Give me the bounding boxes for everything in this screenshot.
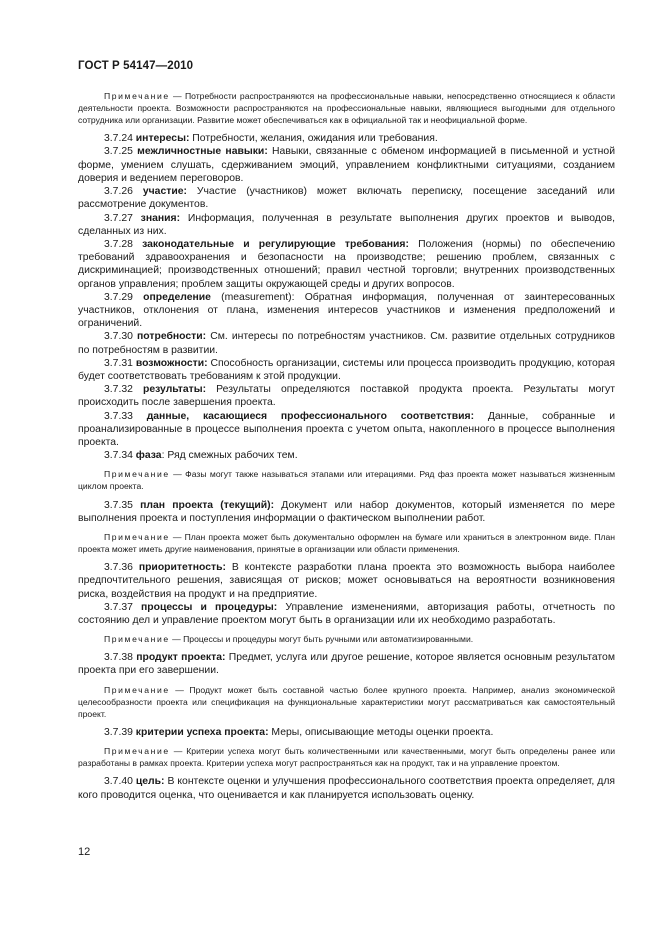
note-paragraph <box>78 531 615 555</box>
term-name: возможности: <box>135 357 208 369</box>
term-definition <box>78 561 615 601</box>
term-definition <box>78 291 615 331</box>
term-name: законодательные и регулирующие требования: <box>142 238 409 250</box>
term-text: Документ или набор документов, который изменяется по мере выполнения проекта и поступления информации о фактическом выполнении работ. <box>78 499 616 524</box>
term-number: 3.7.39 <box>104 726 133 738</box>
term-definition <box>78 726 615 739</box>
note-paragraph <box>78 90 615 126</box>
term-name: межличностные навыки: <box>137 146 268 158</box>
term-name: фаза <box>135 450 162 462</box>
note-label: Примечание <box>104 746 170 757</box>
term-name: приоритетность: <box>138 562 226 574</box>
term-text: Результаты определяются поставкой продукта проекта. Результаты могут происходить после завершения проекта. <box>78 384 615 409</box>
note-text: — Критерии успеха могут быть количественными или качественными, могут быть определены ранее или разработаны в рамках проекта. Критерии успеха могут распространяться как на продукт, так и на управление проектом. <box>78 746 615 769</box>
note-text: — Потребности распространяются на профессиональные навыки, непосредственно относящиеся к области деятельности проекта. Возможности распространяются на профессиональные навыки, являющиеся выгодными для отдельного сотрудника или организации. Развитие может обеспечиваться как в официальной так и неофициальной форме. <box>78 91 615 126</box>
term-number: 3.7.37 <box>104 601 133 613</box>
term-name: критерии успеха проекта: <box>135 726 269 738</box>
term-text: В контексте оценки и улучшения профессионального соответствия проекта определяет, для кого проводится оценка, что оценивается и как планируется использовать оценку. <box>78 776 616 801</box>
term-number: 3.7.30 <box>104 331 133 343</box>
term-name: данные, касающиеся профессионального соответствия: <box>146 410 475 422</box>
term-name: определение <box>143 291 211 303</box>
page-number: 12 <box>78 846 91 858</box>
term-number: 3.7.28 <box>104 238 133 250</box>
term-text: (measurement): Обратная информация, полученная от заинтересованных участников, отклонения от плана, изменения интересов участников и изменения предположений и ограничений. <box>78 291 616 330</box>
term-number: 3.7.33 <box>104 410 133 422</box>
term-name: цель: <box>135 776 165 788</box>
term-definition <box>78 410 615 450</box>
term-definition <box>78 499 615 525</box>
note-text: — Фазы могут также называться этапами или итерациями. Ряд фаз проекта может называться жизненным циклом проекта. <box>78 469 615 492</box>
term-definition <box>78 449 615 462</box>
term-text: Участие (участников) может включать переписку, посещение заседаний или рассмотрение документов. <box>78 186 615 211</box>
note-paragraph <box>78 468 615 492</box>
term-definition <box>78 145 615 185</box>
term-definition <box>78 238 615 291</box>
term-number: 3.7.26 <box>104 186 133 198</box>
term-name: процессы и процедуры: <box>141 601 278 613</box>
note-paragraph <box>78 745 615 769</box>
term-text: Потребности, желания, ожидания или требования. <box>189 133 438 145</box>
note-label: Примечание <box>104 91 170 101</box>
term-text: Навыки, связанные с обменом информацией в письменной и устной форме, умением слушать, сдерживанием эмоций, управлением конфликтными ситуациями, созданием доверия и ведением переговоров. <box>78 146 615 184</box>
term-number: 3.7.34 <box>104 450 133 462</box>
note-label: Примечание <box>104 531 170 542</box>
term-name: результаты: <box>143 384 207 396</box>
term-definition <box>78 775 615 801</box>
term-name: участие: <box>142 186 187 198</box>
term-number: 3.7.38 <box>104 652 133 664</box>
term-name: знания: <box>140 212 181 224</box>
term-definition <box>78 330 615 356</box>
term-definition <box>78 357 615 383</box>
term-definition <box>78 212 615 238</box>
term-text: Способность организации, системы или процесса производить продукцию, которая будет соответствовать требованиям к этой продукции. <box>78 357 616 382</box>
document-header: ГОСТ Р 54147—2010 <box>78 60 194 72</box>
term-text: См. интересы по потребностям участников. См. развитие отдельных сотрудников по потребностям в развитии. <box>78 331 615 356</box>
term-text: Меры, описывающие методы оценки проекта. <box>268 726 494 738</box>
note-text: — Процессы и процедуры могут быть ручными или автоматизированными. <box>169 634 474 645</box>
note-paragraph <box>78 684 615 720</box>
term-number: 3.7.32 <box>104 384 133 396</box>
document-body <box>78 84 615 802</box>
term-number: 3.7.40 <box>104 776 133 788</box>
term-name: потребности: <box>137 331 207 343</box>
term-text: Данные, собранные и проанализированные в процессе выполнения проекта с учетом опыта, накопленного в процессе выполнения проекта. <box>78 410 615 448</box>
term-name: план проекта (текущий): <box>140 499 275 511</box>
note-label: Примечание <box>104 469 170 480</box>
term-text: Информация, полученная в результате выполнения других проектов и выводов, сделанных из них. <box>78 212 616 237</box>
term-text: В контексте разработки плана проекта это возможность выбора наиболее предпочтительного решения, зависящая от рисков; может основываться на вероятности возникновения риска, воздействия на продукт и на предприятие. <box>78 562 616 600</box>
term-number: 3.7.25 <box>104 146 133 158</box>
term-definition <box>78 185 615 211</box>
note-paragraph <box>78 633 615 645</box>
term-number: 3.7.36 <box>104 562 133 574</box>
term-definition <box>78 601 615 627</box>
term-number: 3.7.35 <box>104 499 133 511</box>
term-definition <box>78 132 615 145</box>
note-label: Примечание <box>104 684 170 695</box>
term-number: 3.7.31 <box>104 357 133 369</box>
term-number: 3.7.29 <box>104 291 133 303</box>
term-number: 3.7.27 <box>104 212 133 224</box>
term-text: : Ряд смежных рабочих тем. <box>161 450 298 462</box>
note-text: — Продукт может быть составной частью более крупного проекта. Например, анализ экономической целесообразности проекта или спецификация на функциональные характеристики могут рассматриваться как самостоятельный проект. <box>78 684 615 719</box>
term-definition <box>78 651 615 677</box>
term-text: Положения (нормы) по обеспечению требований здравоохранения и безопасности на производстве; решению проблем, связанных с дискриминацией; производственных отношений; правил честной торговли; внутренних производственных органов управления; проблем защиты окружающей среды и других вопросов. <box>78 238 615 290</box>
term-name: интересы: <box>135 133 190 145</box>
term-text: Предмет, услуга или другое решение, которое является основным результатом проекта при его завершении. <box>78 652 615 677</box>
term-definition <box>78 383 615 409</box>
note-text: — План проекта может быть документально оформлен на бумаге или храниться в электронном виде. План проекта может иметь другие наименования, принятые в организации или области применения. <box>78 531 615 555</box>
term-text: Управление изменениями, авторизация работы, отчетность по состоянию дел и управление проектом могут быть в организации или их необходимо разработать. <box>78 601 615 626</box>
term-number: 3.7.24 <box>104 133 133 145</box>
note-label: Примечание <box>104 634 170 645</box>
term-name: продукт проекта: <box>136 652 226 664</box>
